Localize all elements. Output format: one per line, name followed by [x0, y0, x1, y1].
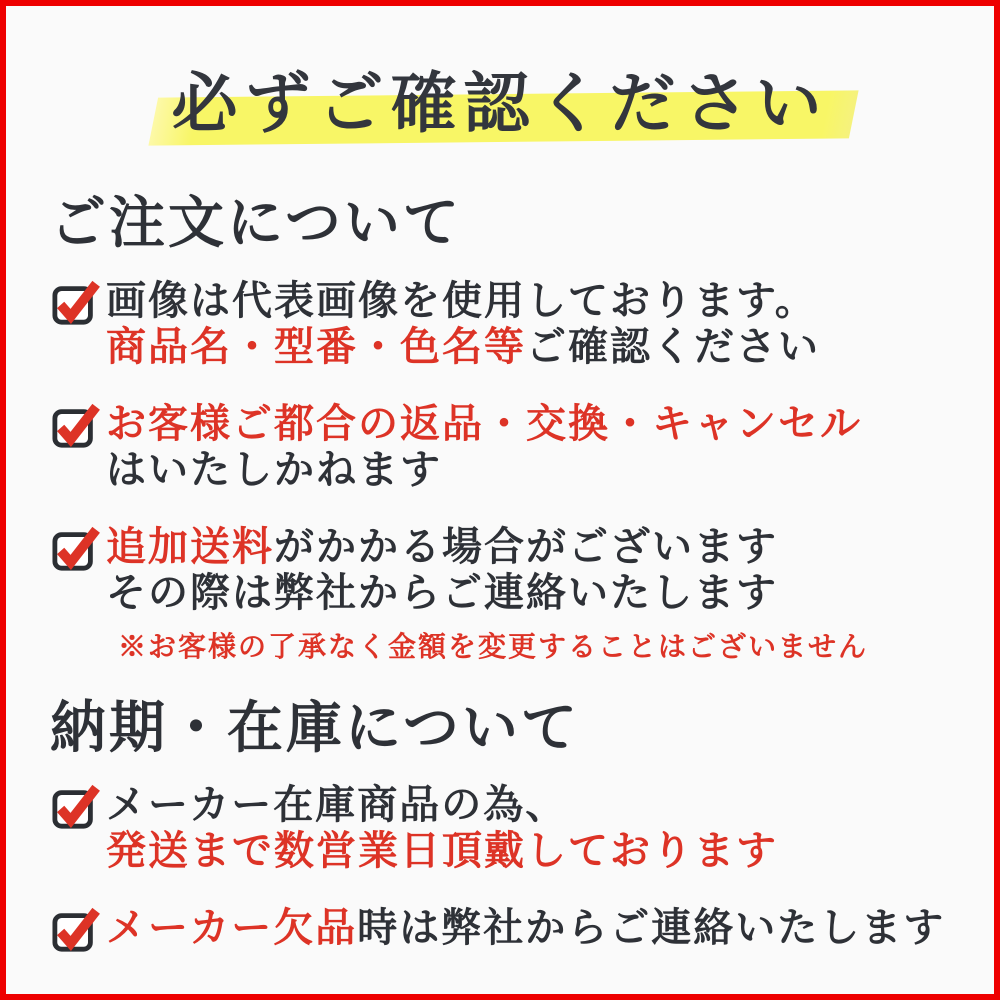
item-line: [106, 278, 976, 324]
list-item-extra-shipping: [52, 524, 976, 665]
item-line: [106, 905, 976, 951]
checked-checkbox-icon: [52, 403, 100, 449]
item-line: [106, 828, 976, 874]
text-segment: メーカー在庫商品の為、: [106, 782, 568, 828]
item-line: [106, 401, 976, 447]
item-line: [106, 324, 976, 370]
text-segment: 時は弊社からご連絡いたします: [357, 905, 946, 951]
list-item-no-returns: [52, 401, 976, 493]
item-text: [106, 524, 976, 665]
item-line: [106, 524, 976, 570]
item-text: [106, 401, 976, 493]
section-heading-delivery-stock: 納期・在庫について: [50, 697, 580, 760]
text-segment-emphasis: メーカー欠品: [106, 905, 358, 951]
section-heading-orders: ご注文について: [50, 193, 462, 255]
list-item-maker-stock: [52, 782, 976, 874]
item-text: [106, 278, 976, 370]
item-line: [106, 570, 976, 616]
text-segment-emphasis: 発送まで数営業日頂戴しております: [106, 828, 778, 874]
checked-checkbox-icon: [52, 526, 100, 572]
checked-checkbox-icon: [52, 280, 100, 326]
text-segment-emphasis: 追加送料: [106, 523, 274, 569]
title-wrap: [172, 50, 829, 145]
list-item-representative-image: [52, 278, 976, 370]
item-text: [106, 905, 976, 951]
text-segment-emphasis: お客様ご都合の返品・交換・キャンセル: [106, 400, 862, 446]
text-segment: 画像は代表画像を使用しております。: [106, 277, 817, 323]
item-line: [106, 782, 976, 828]
text-segment: ご確認ください: [526, 323, 820, 369]
item-text: [106, 782, 976, 874]
checked-checkbox-icon: [52, 784, 100, 830]
checked-checkbox-icon: [52, 907, 100, 953]
page-title: 必ずご確認ください: [171, 68, 829, 141]
item-line: [106, 447, 976, 493]
text-segment: その際は弊社からご連絡いたします: [106, 569, 778, 615]
list-item-maker-out-of-stock: [52, 905, 976, 953]
text-segment: はいたしかねます: [106, 446, 442, 492]
title-row: [6, 50, 994, 146]
text-segment-emphasis: 商品名・型番・色名等: [106, 323, 526, 369]
disclaimer-note: ※お客様の了承なく金額を変更することはございません: [118, 631, 869, 663]
text-segment: がかかる場合がございます: [274, 523, 778, 569]
